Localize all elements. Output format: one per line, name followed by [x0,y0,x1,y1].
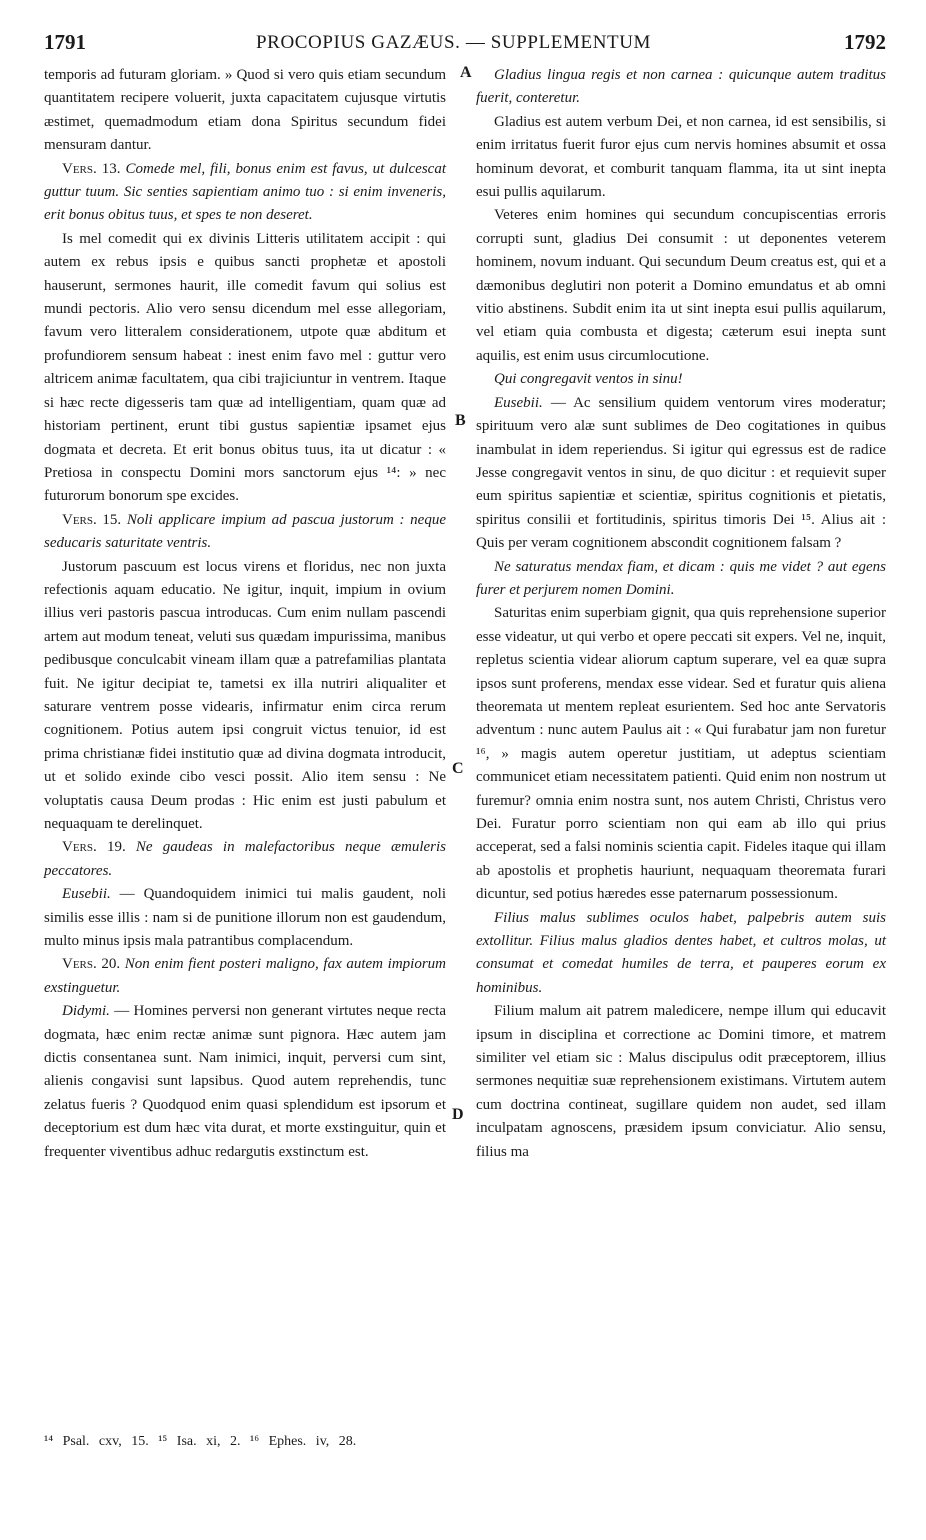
section-marker-a: A [460,64,472,81]
section-marker-d: D [452,1106,464,1123]
verse-label: Vers. 20. [62,956,121,973]
paragraph [476,392,886,556]
page-header [44,30,886,60]
scripture-quote: Gladius lingua regis et non carnea : quicunque autem traditus fuerit, conteretur. [476,67,886,107]
verse-text: Comede mel, fili, bonus enim est favus, ut dulcescat guttur tuum. Sic senties sapientiam animo tuo : si enim inveneris, erit bonus obitus tuus, et spes te non deseret. [44,160,446,224]
author-label: Didymi. [62,1003,110,1020]
paragraph: Is mel comedit qui ex divinis Litteris utilitatem accipit : qui autem ex rebus ipsis e quibus sancti prophetæ et apostoli hauserunt, sermones haurit, ille comedit favum qui solius est mundi pectoris. Alio vero sensu dicendum mel esse allegoriam, favum vero litteralem considerationem, utpote quæ abditum et profundiorem sensum habeat : inest enim favo mel : guttur vero altricem animæ facultatem, qua cibi trajiciuntur in ventrem. Itaque si hæc recte digesseris tam quæ ad intelligentiam, quam quæ ad historiam pertinent, erunt tibi gustus sapientiæ ipsamet ejus dogmata et decreta. Et erit bonus obitus tuus, ita ut dicatur : « Pretiosa in conspectu Domini mors sanctorum ejus ¹⁴: » nec futurorum bonorum spe excides. [44,230,446,505]
verse-heading [44,953,446,1000]
column-number-right: 1792 [844,30,886,54]
verse-heading [44,836,446,883]
left-column [44,64,446,1164]
author-label: Eusebii. [494,394,543,411]
section-marker-c: C [452,760,464,777]
running-title: PROCOPIUS GAZÆUS. — SUPPLEMENTUM [256,32,652,53]
paragraph: Saturitas enim superbiam gignit, qua quis reprehensione superior esse videatur, ut qui verbo et opere peccati sit expers. Vel ne, inquit, repletus scientia videar aliorum captum superare, vel ea quæ supra ipsos sunt proferens, mendax esse videar. Sed et furatur quis aliena theoremata ut mentem repleat esurientem. Sed hoc ante Servatoris adventum : nunc autem Paulus ait : « Qui furabatur jam non furetur ¹⁶, » magis autem operetur justitiam, ut adeptus scientiam communicet etiam necessitatem patienti. Quid enim non nostrum ut furemur? omnia enim nostra sunt, nos autem Christi, Christus vero Dei. Furatur porro scientiam non qui eam ab illo qui prius acceperat, sed a falsi nominis scientia capit. Fideles itaque qui illam ab apostolis et prophetis hauriunt, nequaquam theoremata furari dicuntur, sed potius hæredes esse paternarum possessionum. [476,605,886,903]
verse-text: Noli applicare impium ad pascua justorum : neque seducaris saturitate ventris. [44,511,446,552]
section-marker-b: B [455,412,466,429]
footnotes: ¹⁴ Psal. cxv, 15. ¹⁵ Isa. xi, 2. ¹⁶ Ephes. iv, 28. [44,1434,357,1449]
scripture-quote: Filius malus sublimes oculos habet, palpebris autem suis extollitur. Filius malus gladios dentes habet, et cultros molas, ut consumat et comedat humiles de terra, et pauperes eorum ex hominibus. [476,909,886,996]
paragraph: Gladius est autem verbum Dei, et non carnea, id est sensibilis, si enim irritatus fuerit furor ejus cum nervis homines absumit et ossa hominum devorat, et comburit tanquam flamma, ita ut sint inepta esui pullis aquilarum. [476,113,886,201]
paragraph [44,1000,446,1164]
scripture-quote: Qui congregavit ventos in sinu! [494,371,683,388]
verse-text: Ne gaudeas in malefactoribus neque æmuleris peccatores. [44,839,446,879]
verse-label: Vers. 15. [62,511,122,528]
right-column [476,64,886,1164]
verse-text: Non enim fient posteri maligno, fax autem impiorum exstinguetur. [44,956,446,996]
paragraph: temporis ad futuram gloriam. » Quod si vero quis etiam secundum quantitatem recipere voluerit, juxta capacitatem cujusque virtutis æstimet, quemadmodum etiam dona Spiritus secundum fidei mensuram dantur. [44,67,446,154]
verse-label: Vers. 13. [62,160,121,177]
paragraph [44,883,446,953]
paragraph-text: — Homines perversi non generant virtutes neque recta dogmata, hæc enim rectæ animæ sunt pignora. Hæc autem jam dictis consentanea sunt. Nam inimici, inquit, perversi cum sint, alienis congavisi sunt lapsibus. Quod autem reprehendis, tunc zelatus fueris ? Quodquod enim quasi splendidum est ipsorum et deceptorium est dum hæc vita durat, et morte exstinguitur, quin et frequenter viventibus adhuc redargutis exstinctum est. [44,1003,446,1160]
paragraph-text: — Quandoquidem inimici tui malis gaudent, noli similis esse illis : nam si de punitione illorum non est gaudendum, multo minus ipsis mala patrantibus complacendum. [44,886,446,950]
column-number-left: 1791 [44,30,86,54]
verse-heading [44,509,446,556]
author-label: Eusebii. [62,886,111,903]
paragraph: Justorum pascuum est locus virens et floridus, nec non juxta refectionis aquam educatio. Ne igitur, inquit, impium in ovium illius veri pastoris pascua introducas. Cum enim nullam pascendi artem aut modum teneat, veluti sus quædam impurissima, manibus pedibusque conculcabit vineam illam quæ a patrefamilias plantata fuit. Ne igitur decipiat te, tametsi ex illa nutriri aliqualiter et saturare ventrem posse videaris, infirmatur enim circa rerum cognitionem. Potius autem ipsi congruit victus tenuior, id est prima christianæ fidei institutio quæ ad divina dogmata introducit, ut et solido exinde cibo vesci possit. Alio item sensu : Ne voluptatis causa Deum prodas : Hic enim est justi pabulum et nequaquam te derelinquet. [44,558,446,832]
verse-heading [44,158,446,228]
scripture-quote: Ne saturatus mendax fiam, et dicam : quis me videt ? aut egens furer et perjurem nomen Domini. [476,558,886,598]
paragraph-text: — Ac sensilium quidem ventorum vires moderatur; spirituum vero alæ sunt sublimes de Deo cogitationes in quibus inambulat in idem reperiendus. Si igitur qui egressus est de radice Jesse congregavit ventos in sinu, de quo dicitur : et requievit super eum spiritus sapientiæ et scientiæ, spiritus cognitionis et pietatis, spiritus consilii et fortitudinis, spiritus timoris Dei ¹⁵. Alius ait : Quis per veram cognitionem abscondit cognitionem falsam ? [476,394,886,552]
paragraph: Filium malum ait patrem maledicere, nempe illum qui educavit ipsum in disciplina et correctione ac Domini timore, et matrem similiter vel etiam sic : Malus discipulus odit præceptorem, illius sermones nequitiæ suæ reprehensionem existimans. Virtutem autem cum doctrina contineat, sugillare quidem non audet, sed illam inculpatam agnoscens, præsidem ipsum conviciatur. Alio sensu, filius ma [476,1003,886,1160]
verse-label: Vers. 19. [62,839,126,856]
paragraph: Veteres enim homines qui secundum concupiscentias erroris corrupti sunt, gladius Dei consumit : ut deponentes veterem hominem, novum induant. Qui secundum Deum creatus est, qui et a dæmonibus deglutiri non poterit a Domino emundatus et ab omni vitio abstinens. Subdit enim ita ut sint inepta esui pullis aquilarum, vel etiam quia combusta et digesta; cæterum esui inepta sunt aquilis, est enim usus circumlocutione. [476,207,886,364]
